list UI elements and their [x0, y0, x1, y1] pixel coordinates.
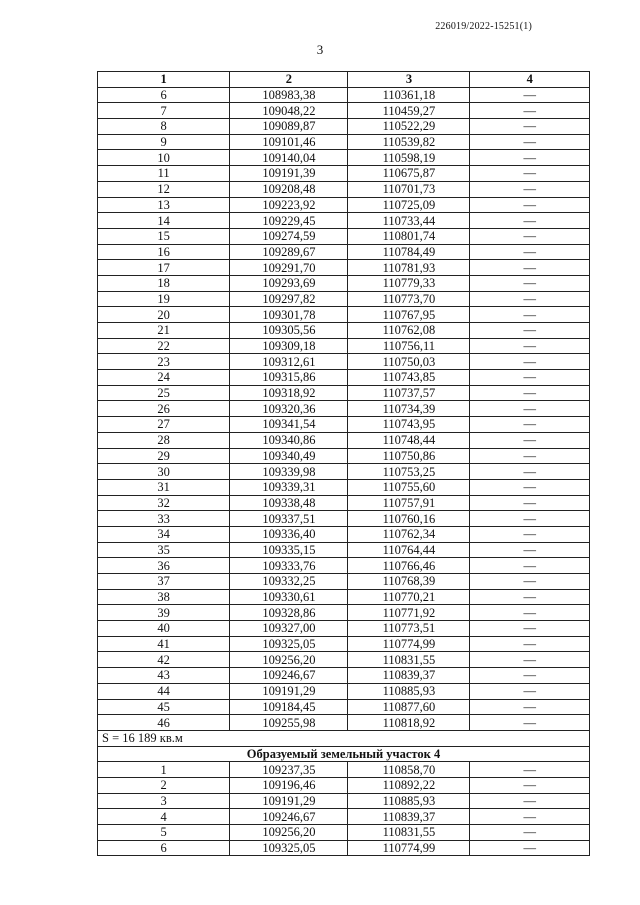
column-4-value: — — [470, 275, 590, 291]
column-4-value: — — [470, 715, 590, 731]
column-4-value: — — [470, 338, 590, 354]
table-row — [98, 683, 590, 699]
column-4-value: — — [470, 150, 590, 166]
point-number: 44 — [98, 683, 230, 699]
coordinate-x: 109293,69 — [230, 275, 348, 291]
coordinate-x: 109330,61 — [230, 589, 348, 605]
table-row — [98, 370, 590, 386]
coordinate-x: 109318,92 — [230, 385, 348, 401]
coordinate-x: 109327,00 — [230, 621, 348, 637]
coordinate-y: 110675,87 — [348, 166, 470, 182]
coordinate-x: 109256,20 — [230, 652, 348, 668]
coordinate-x: 109191,29 — [230, 683, 348, 699]
point-number: 43 — [98, 668, 230, 684]
column-4-value: — — [470, 574, 590, 590]
column-header-3: 3 — [348, 72, 470, 88]
coordinate-y: 110831,55 — [348, 825, 470, 841]
table-row — [98, 401, 590, 417]
table-row — [98, 338, 590, 354]
coordinate-y: 110779,33 — [348, 275, 470, 291]
coordinate-y: 110756,11 — [348, 338, 470, 354]
coordinate-y: 110762,08 — [348, 323, 470, 339]
column-4-value: — — [470, 636, 590, 652]
coordinate-x: 109332,25 — [230, 574, 348, 590]
point-number: 29 — [98, 448, 230, 464]
point-number: 5 — [98, 825, 230, 841]
coordinate-x: 109333,76 — [230, 558, 348, 574]
point-number: 18 — [98, 275, 230, 291]
column-4-value: — — [470, 87, 590, 103]
column-4-value: — — [470, 385, 590, 401]
coordinate-x: 109338,48 — [230, 495, 348, 511]
table-row — [98, 291, 590, 307]
table-row — [98, 244, 590, 260]
point-number: 19 — [98, 291, 230, 307]
table-row — [98, 793, 590, 809]
table-row — [98, 260, 590, 276]
table-row — [98, 448, 590, 464]
table-row — [98, 354, 590, 370]
point-number: 20 — [98, 307, 230, 323]
coordinate-y: 110774,99 — [348, 840, 470, 856]
point-number: 23 — [98, 354, 230, 370]
table-row — [98, 213, 590, 229]
coordinate-x: 109312,61 — [230, 354, 348, 370]
point-number: 42 — [98, 652, 230, 668]
point-number: 37 — [98, 574, 230, 590]
column-4-value: — — [470, 589, 590, 605]
column-4-value: — — [470, 401, 590, 417]
table-header-row — [98, 72, 590, 88]
column-4-value: — — [470, 166, 590, 182]
coordinate-y: 110773,70 — [348, 291, 470, 307]
point-number: 30 — [98, 464, 230, 480]
column-4-value: — — [470, 652, 590, 668]
coordinate-x: 109191,29 — [230, 793, 348, 809]
table-row — [98, 134, 590, 150]
coordinate-x: 109335,15 — [230, 542, 348, 558]
column-4-value: — — [470, 825, 590, 841]
coordinate-y: 110839,37 — [348, 668, 470, 684]
point-number: 41 — [98, 636, 230, 652]
coordinate-x: 109101,46 — [230, 134, 348, 150]
point-number: 28 — [98, 432, 230, 448]
column-4-value: — — [470, 181, 590, 197]
coordinate-y: 110877,60 — [348, 699, 470, 715]
coordinate-y: 110767,95 — [348, 307, 470, 323]
point-number: 4 — [98, 809, 230, 825]
table-row — [98, 275, 590, 291]
point-number: 40 — [98, 621, 230, 637]
coordinate-y: 110598,19 — [348, 150, 470, 166]
point-number: 1 — [98, 762, 230, 778]
coordinate-y: 110701,73 — [348, 181, 470, 197]
coordinate-y: 110737,57 — [348, 385, 470, 401]
table-row — [98, 197, 590, 213]
table-row — [98, 699, 590, 715]
column-4-value: — — [470, 479, 590, 495]
column-4-value: — — [470, 668, 590, 684]
coordinate-x: 109315,86 — [230, 370, 348, 386]
coordinate-y: 110858,70 — [348, 762, 470, 778]
coordinate-y: 110459,27 — [348, 103, 470, 119]
coordinate-x: 109297,82 — [230, 291, 348, 307]
coordinate-x: 109325,05 — [230, 840, 348, 856]
coordinate-x: 109320,36 — [230, 401, 348, 417]
table-row — [98, 479, 590, 495]
coordinate-y: 110892,22 — [348, 777, 470, 793]
column-header-2: 2 — [230, 72, 348, 88]
point-number: 26 — [98, 401, 230, 417]
table-row — [98, 526, 590, 542]
table-row — [98, 385, 590, 401]
coordinates-table — [97, 71, 590, 856]
table-row — [98, 150, 590, 166]
point-number: 16 — [98, 244, 230, 260]
table-row — [98, 558, 590, 574]
table-row — [98, 668, 590, 684]
coordinate-x: 109191,39 — [230, 166, 348, 182]
coordinate-x: 109274,59 — [230, 228, 348, 244]
coordinate-y: 110734,39 — [348, 401, 470, 417]
table-row — [98, 228, 590, 244]
coordinate-x: 108983,38 — [230, 87, 348, 103]
coordinate-y: 110743,95 — [348, 417, 470, 433]
column-4-value: — — [470, 323, 590, 339]
coordinate-x: 109301,78 — [230, 307, 348, 323]
point-number: 31 — [98, 479, 230, 495]
column-4-value: — — [470, 809, 590, 825]
coordinate-x: 109336,40 — [230, 526, 348, 542]
table-row — [98, 103, 590, 119]
column-4-value: — — [470, 370, 590, 386]
coordinate-x: 109341,54 — [230, 417, 348, 433]
table-row — [98, 417, 590, 433]
coordinate-x: 109196,46 — [230, 777, 348, 793]
coordinate-y: 110831,55 — [348, 652, 470, 668]
point-number: 11 — [98, 166, 230, 182]
coordinate-y: 110743,85 — [348, 370, 470, 386]
point-number: 39 — [98, 605, 230, 621]
coordinate-y: 110748,44 — [348, 432, 470, 448]
coordinate-x: 109223,92 — [230, 197, 348, 213]
table-row — [98, 119, 590, 135]
coordinate-y: 110885,93 — [348, 683, 470, 699]
coordinate-x: 109255,98 — [230, 715, 348, 731]
coordinate-y: 110522,29 — [348, 119, 470, 135]
coordinate-x: 109289,67 — [230, 244, 348, 260]
coordinate-y: 110750,03 — [348, 354, 470, 370]
coordinate-y: 110771,92 — [348, 605, 470, 621]
coordinate-y: 110766,46 — [348, 558, 470, 574]
table-row — [98, 511, 590, 527]
table-row — [98, 574, 590, 590]
column-4-value: — — [470, 777, 590, 793]
table-row — [98, 762, 590, 778]
coordinate-x: 109291,70 — [230, 260, 348, 276]
point-number: 27 — [98, 417, 230, 433]
column-4-value: — — [470, 307, 590, 323]
column-4-value: — — [470, 621, 590, 637]
coordinate-y: 110768,39 — [348, 574, 470, 590]
coordinate-x: 109246,67 — [230, 809, 348, 825]
point-number: 9 — [98, 134, 230, 150]
point-number: 24 — [98, 370, 230, 386]
column-4-value: — — [470, 511, 590, 527]
coordinate-y: 110725,09 — [348, 197, 470, 213]
column-4-value: — — [470, 448, 590, 464]
column-4-value: — — [470, 103, 590, 119]
column-4-value: — — [470, 119, 590, 135]
coordinate-y: 110764,44 — [348, 542, 470, 558]
point-number: 46 — [98, 715, 230, 731]
point-number: 15 — [98, 228, 230, 244]
coordinate-y: 110885,93 — [348, 793, 470, 809]
point-number: 36 — [98, 558, 230, 574]
coordinate-x: 109237,35 — [230, 762, 348, 778]
point-number: 7 — [98, 103, 230, 119]
coordinate-x: 109256,20 — [230, 825, 348, 841]
coordinate-y: 110839,37 — [348, 809, 470, 825]
coordinate-x: 109328,86 — [230, 605, 348, 621]
table-row — [98, 809, 590, 825]
column-4-value: — — [470, 840, 590, 856]
coordinate-y: 110773,51 — [348, 621, 470, 637]
coordinate-y: 110774,99 — [348, 636, 470, 652]
point-number: 34 — [98, 526, 230, 542]
table-row — [98, 181, 590, 197]
coordinate-y: 110801,74 — [348, 228, 470, 244]
column-4-value: — — [470, 464, 590, 480]
coordinate-x: 109309,18 — [230, 338, 348, 354]
coordinate-y: 110762,34 — [348, 526, 470, 542]
column-header-1: 1 — [98, 72, 230, 88]
coordinate-y: 110781,93 — [348, 260, 470, 276]
coordinate-x: 109089,87 — [230, 119, 348, 135]
new-parcel-4-points-list — [98, 762, 590, 856]
column-4-value: — — [470, 354, 590, 370]
coordinate-x: 109340,49 — [230, 448, 348, 464]
column-4-value: — — [470, 213, 590, 229]
area-value: S = 16 189 кв.м — [98, 730, 590, 746]
coordinate-x: 109305,56 — [230, 323, 348, 339]
column-4-value: — — [470, 228, 590, 244]
table-row — [98, 87, 590, 103]
table-row — [98, 777, 590, 793]
table-row — [98, 432, 590, 448]
table-row — [98, 605, 590, 621]
point-number: 33 — [98, 511, 230, 527]
coordinate-y: 110733,44 — [348, 213, 470, 229]
column-4-value: — — [470, 699, 590, 715]
column-4-value: — — [470, 558, 590, 574]
point-number: 6 — [98, 87, 230, 103]
column-4-value: — — [470, 260, 590, 276]
table-row — [98, 307, 590, 323]
table-row — [98, 589, 590, 605]
point-number: 35 — [98, 542, 230, 558]
area-row — [98, 730, 590, 746]
table-row — [98, 636, 590, 652]
column-4-value: — — [470, 605, 590, 621]
column-4-value: — — [470, 526, 590, 542]
column-4-value: — — [470, 432, 590, 448]
column-header-4: 4 — [470, 72, 590, 88]
coordinate-y: 110818,92 — [348, 715, 470, 731]
coordinate-x: 109208,48 — [230, 181, 348, 197]
point-number: 38 — [98, 589, 230, 605]
point-number: 2 — [98, 777, 230, 793]
coordinate-x: 109229,45 — [230, 213, 348, 229]
coordinate-x: 109340,86 — [230, 432, 348, 448]
coordinate-y: 110770,21 — [348, 589, 470, 605]
point-number: 8 — [98, 119, 230, 135]
coordinate-y: 110755,60 — [348, 479, 470, 495]
coordinate-y: 110760,16 — [348, 511, 470, 527]
coordinate-x: 109048,22 — [230, 103, 348, 119]
point-number: 3 — [98, 793, 230, 809]
table-row — [98, 495, 590, 511]
coordinate-y: 110784,49 — [348, 244, 470, 260]
table-row — [98, 166, 590, 182]
coordinate-x: 109339,31 — [230, 479, 348, 495]
coordinate-y: 110361,18 — [348, 87, 470, 103]
column-4-value: — — [470, 134, 590, 150]
point-number: 12 — [98, 181, 230, 197]
coordinate-x: 109140,04 — [230, 150, 348, 166]
coordinate-x: 109339,98 — [230, 464, 348, 480]
document-registration-number: 226019/2022-15251(1) — [435, 21, 532, 32]
column-4-value: — — [470, 762, 590, 778]
section-title-row — [98, 746, 590, 762]
column-4-value: — — [470, 542, 590, 558]
coordinate-y: 110753,25 — [348, 464, 470, 480]
point-number: 10 — [98, 150, 230, 166]
point-number: 25 — [98, 385, 230, 401]
coordinate-x: 109337,51 — [230, 511, 348, 527]
table-row — [98, 652, 590, 668]
point-number: 14 — [98, 213, 230, 229]
coordinate-y: 110539,82 — [348, 134, 470, 150]
page-number: 3 — [316, 42, 324, 57]
table-row — [98, 825, 590, 841]
point-number: 21 — [98, 323, 230, 339]
point-number: 22 — [98, 338, 230, 354]
table-row — [98, 840, 590, 856]
table-row — [98, 621, 590, 637]
table-row — [98, 464, 590, 480]
column-4-value: — — [470, 417, 590, 433]
point-number: 32 — [98, 495, 230, 511]
coordinate-x: 109246,67 — [230, 668, 348, 684]
column-4-value: — — [470, 793, 590, 809]
coordinate-y: 110750,86 — [348, 448, 470, 464]
point-number: 45 — [98, 699, 230, 715]
coordinate-y: 110757,91 — [348, 495, 470, 511]
point-number: 13 — [98, 197, 230, 213]
column-4-value: — — [470, 495, 590, 511]
section-title: Образуемый земельный участок 4 — [98, 746, 590, 762]
table-row — [98, 542, 590, 558]
coordinate-x: 109325,05 — [230, 636, 348, 652]
parcel-points-list — [98, 87, 590, 730]
column-4-value: — — [470, 291, 590, 307]
table-row — [98, 323, 590, 339]
column-4-value: — — [470, 244, 590, 260]
column-4-value: — — [470, 197, 590, 213]
table-row — [98, 715, 590, 731]
coordinate-x: 109184,45 — [230, 699, 348, 715]
point-number: 17 — [98, 260, 230, 276]
column-4-value: — — [470, 683, 590, 699]
point-number: 6 — [98, 840, 230, 856]
